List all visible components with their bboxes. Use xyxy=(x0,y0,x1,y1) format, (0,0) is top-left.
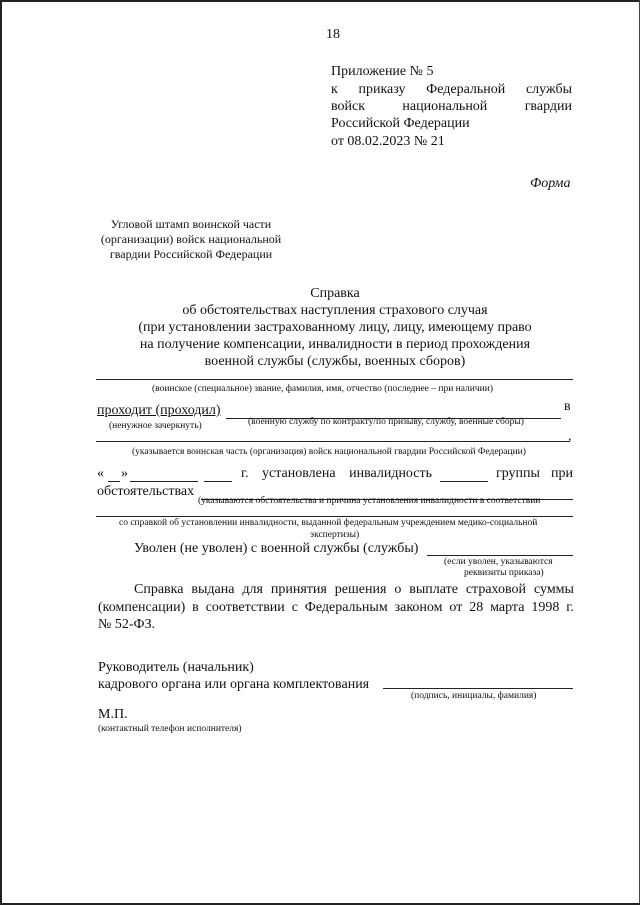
document-title xyxy=(100,285,570,370)
head-title: Руководитель (начальник) xyxy=(98,660,254,675)
rank-name-hint: (воинское (специальное) звание, фамилия, имя, отчество (последнее – при наличии) xyxy=(152,384,493,394)
body-word: при xyxy=(551,466,573,481)
title-line: военной службы (службы, военных сборов) xyxy=(204,354,466,369)
date-year-field[interactable] xyxy=(204,481,232,482)
appendix-word: войск xyxy=(331,99,366,114)
appendix-word: приказу xyxy=(358,82,406,97)
certificate-hint: со справкой об установлении инвалидности, выданной федеральным учреждением медико-социальной xyxy=(119,518,538,528)
page-number: 18 xyxy=(326,27,340,42)
form-label: Форма xyxy=(530,176,571,191)
appendix-word: Федеральной xyxy=(426,82,506,97)
seal-place: М.П. xyxy=(98,707,128,722)
appendix-word: гвардии xyxy=(524,99,572,114)
body-word: суммы xyxy=(533,582,574,597)
passes-service-text[interactable]: проходит (проходил) xyxy=(97,403,221,418)
group-text xyxy=(496,466,573,482)
date-close-quote: » xyxy=(121,466,128,481)
date-open-quote: « xyxy=(97,466,104,481)
purpose-line-2 xyxy=(98,600,574,616)
appendix-date: от 08.02.2023 № 21 xyxy=(331,134,445,149)
rank-name-field-line[interactable] xyxy=(96,379,573,380)
unit-hint: (указывается воинская часть (организация) войск национальной гвардии Российской Федерации) xyxy=(132,447,526,457)
dismissal-hint: (если уволен, указываются xyxy=(444,557,553,567)
year-suffix: г. xyxy=(241,466,249,481)
appendix-troops-line xyxy=(331,99,572,115)
body-word: 1998 xyxy=(531,600,560,615)
body-word: г. xyxy=(566,600,574,615)
body-word: принятия xyxy=(270,582,327,597)
appendix-order-line xyxy=(331,82,572,98)
signature-hint: (подпись, инициалы, фамилия) xyxy=(411,691,537,701)
phone-hint: (контактный телефон исполнителя) xyxy=(98,724,242,734)
purpose-line-3: № 52-ФЗ. xyxy=(98,617,156,632)
appendix-word: национальной xyxy=(402,99,488,114)
page-border-top xyxy=(0,0,640,2)
body-word: марта xyxy=(490,600,525,615)
body-word: в xyxy=(192,600,199,615)
body-word: выплате xyxy=(409,582,458,597)
appendix-title: Приложение № 5 xyxy=(331,64,434,79)
appendix-word: к xyxy=(331,82,338,97)
unit-comma: , xyxy=(568,429,572,444)
body-word: группы xyxy=(496,466,540,481)
disability-established-text xyxy=(262,466,432,482)
purpose-line-1 xyxy=(134,582,574,598)
service-type-hint: (военную службу по контракту/по призыву, службу, военные сборы) xyxy=(248,417,524,427)
body-word: выдана xyxy=(191,582,235,597)
signature-field-line[interactable] xyxy=(383,688,573,689)
head-org: кадрового органа или органа комплектования xyxy=(98,677,370,692)
body-word: решения xyxy=(334,582,387,597)
dismissal-order-field-line[interactable] xyxy=(427,555,573,556)
unit-field-line[interactable] xyxy=(96,441,570,442)
date-month-field[interactable] xyxy=(130,481,198,482)
body-word: для xyxy=(242,582,263,597)
body-word: Справка xyxy=(134,582,184,597)
certificate-field-line[interactable] xyxy=(96,516,573,517)
appendix-word: службы xyxy=(525,82,572,97)
title-line: об обстоятельствах наступления страхового случая xyxy=(182,303,488,318)
in-word: в xyxy=(564,399,571,414)
certificate-hint-cont: экспертизы) xyxy=(310,530,360,540)
stamp-line: Угловой штамп воинской части xyxy=(110,217,272,231)
body-word: Федеральным xyxy=(304,600,388,615)
title-line: (при установлении застрахованному лицу, лицу, имеющему право xyxy=(138,320,532,335)
body-word: (компенсации) xyxy=(98,600,186,615)
title-line: на получение компенсации, инвалидности в период прохождения xyxy=(139,337,531,352)
title-main: Справка xyxy=(310,286,360,301)
circumstances-label: обстоятельствах xyxy=(97,484,195,499)
dismissed-text: Уволен (не уволен) с военной службы (службы) xyxy=(134,541,419,556)
body-word: от xyxy=(449,600,463,615)
body-word: законом xyxy=(394,600,443,615)
body-word: 28 xyxy=(469,600,484,615)
stamp-line: гвардии Российской Федерации xyxy=(109,247,273,261)
stamp-line: (организации) войск национальной xyxy=(100,232,282,246)
body-word: о xyxy=(394,582,402,597)
date-day-field[interactable] xyxy=(108,481,120,482)
body-word: инвалидность xyxy=(349,466,432,481)
disability-group-field[interactable] xyxy=(440,481,488,482)
appendix-country: Российской Федерации xyxy=(331,116,470,131)
body-word: установлена xyxy=(262,466,336,481)
corner-stamp-caption xyxy=(96,217,286,262)
body-word: соответствии xyxy=(205,600,285,615)
circumstances-hint: (указываются обстоятельства и причина установления инвалидности в соответствии xyxy=(198,496,541,506)
strike-unneeded-hint: (ненужное зачеркнуть) xyxy=(109,421,202,431)
dismissal-hint-cont: реквизиты приказа) xyxy=(464,568,544,578)
body-word: страховой xyxy=(465,582,527,597)
body-word: с xyxy=(291,600,298,615)
page-border-left xyxy=(0,0,2,905)
